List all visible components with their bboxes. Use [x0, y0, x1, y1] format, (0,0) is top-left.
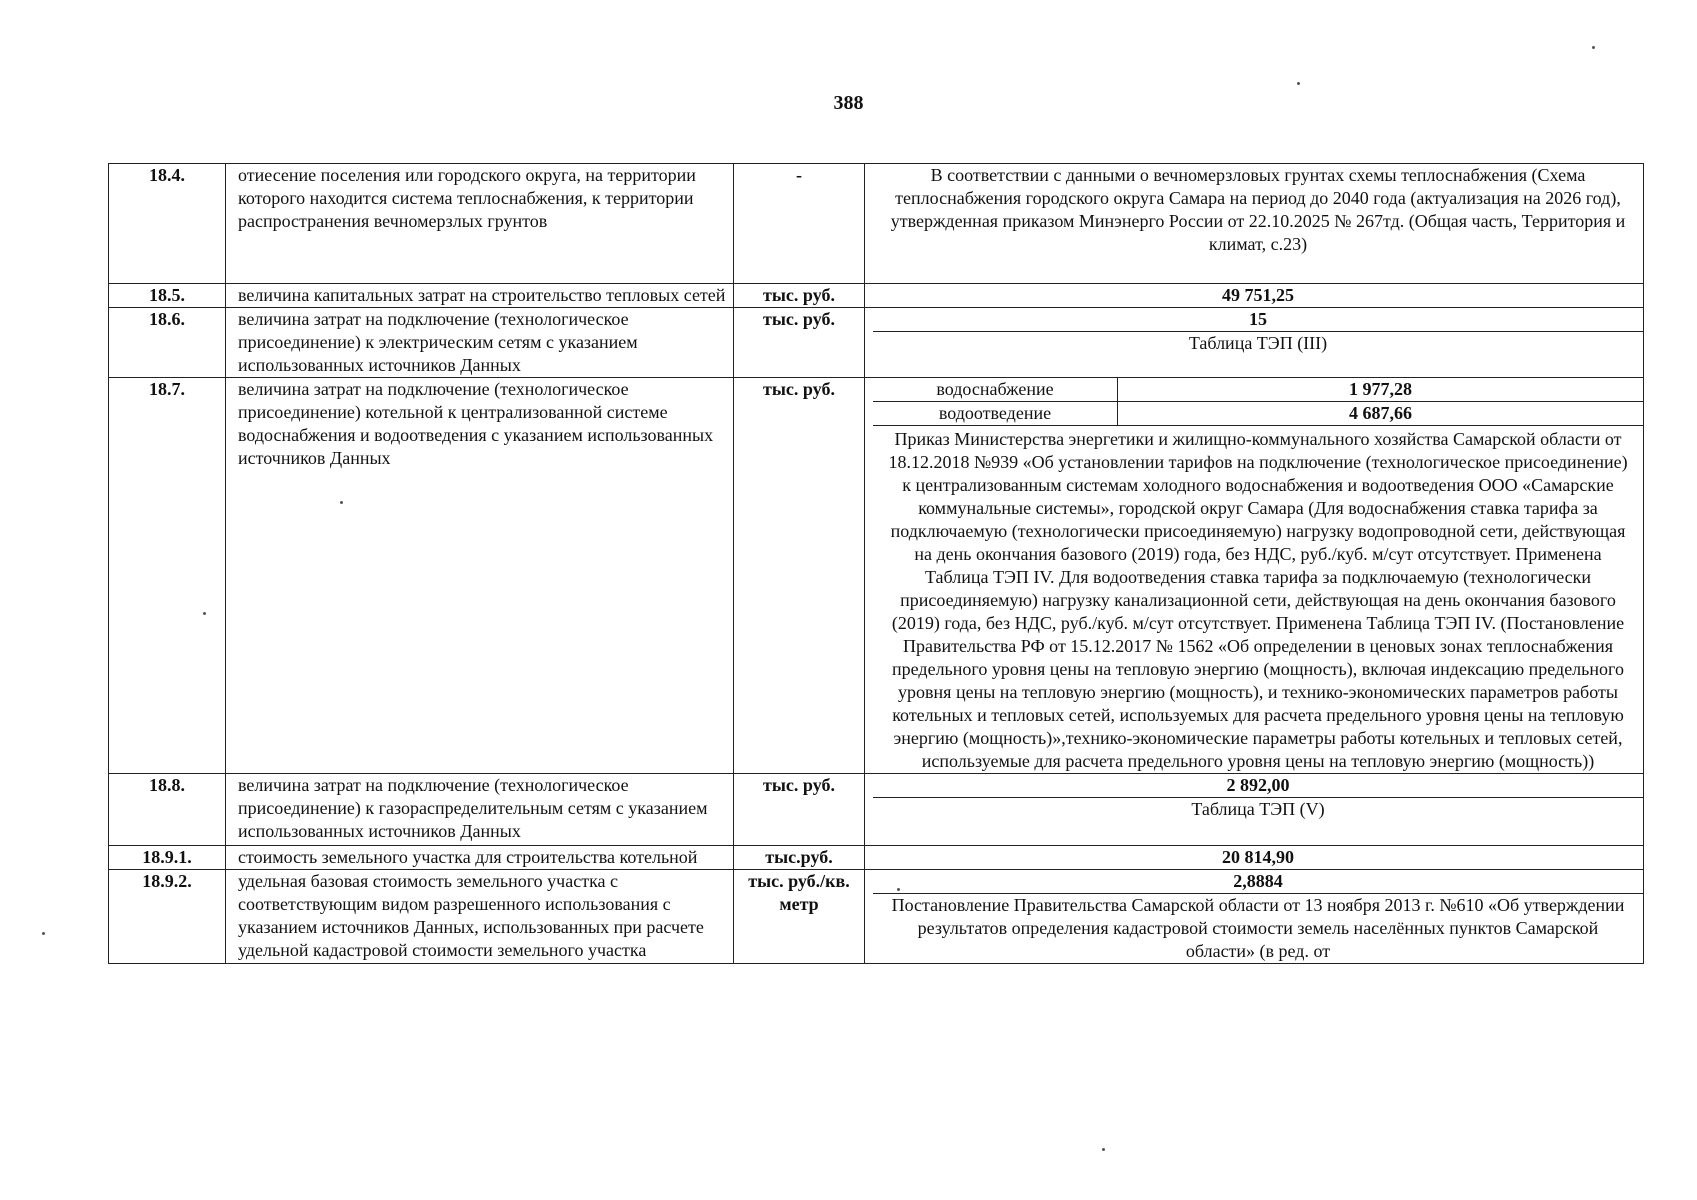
row-value: 2 892,00 [873, 774, 1643, 798]
row-value: 2,8884 [873, 870, 1643, 894]
sub-value: 1 977,28 [1118, 378, 1644, 402]
scan-speck [1102, 1148, 1105, 1151]
scan-speck [897, 888, 900, 891]
scan-speck [1592, 46, 1595, 49]
row-value-text: Приказ Министерства энергетики и жилищно-коммунального хозяйства Самарской области от 18.12.2018 №939 «Об установлении тарифов на подключение (технологическое присоединение) к централизованным системам холодного водоснабжения и водоотведения ООО «Самарские коммунальные системы», городской округ Самара (Для водоснабжения ставка тарифа за подключаемую (технологически присоединяемую) нагрузку водопроводной сети, действующая на день окончания базового (2019) года, без НДС, руб./куб. м/сут отсутствует. Применена Таблица ТЭП IV. Для водоотведения ставка тарифа за подключаемую (технологически присоединяемую) нагрузку канализационной сети, действующая на день окончания базового (2019) года, без НДС, руб./куб. м/сут отсутствует. Применена Таблица ТЭП IV. (Постановление Правительства РФ от 15.12.2017 № 1562 «Об определении в ценовых зонах теплоснабжения предельного уровня цены на тепловую энергию (мощность), включая индексацию предельного уровня цены на тепловую энергию (мощность), и технико-экономических параметров работы котельных и тепловых сетей, используемых для расчета предельного уровня цены на тепловую энергию (мощность)»,технико-экономические параметры работы котельных и тепловых сетей, используемые для расчета предельного уровня цены на тепловую энергию (мощность)) [888, 429, 1628, 771]
sub-label: водоотведение [873, 402, 1118, 426]
row-name: стоимость земельного участка для строительства котельной [226, 846, 734, 870]
row-number: 18.8. [109, 774, 226, 846]
row-value: 20 814,90 [1222, 847, 1294, 867]
row-value-cell [865, 284, 1644, 308]
row-value-text: В соответствии с данными о вечномерзловых грунтах схемы теплоснабжения (Схема теплоснабжения городского округа Самара на период до 2040 года (актуализация на 2026 год), утвержденная приказом Минэнерго России от 22.10.2025 № 267тд. (Общая часть, Территория и климат, с.23) [890, 165, 1626, 254]
sub-value: 4 687,66 [1118, 402, 1644, 426]
row-number: 18.9.2. [109, 870, 226, 964]
row-value-text: Постановление Правительства Самарской области от 13 ноября 2013 г. №610 «Об утверждении результатов определения кадастровой стоимости земель населённых пунктов Самарской области» (в ред. от [891, 895, 1625, 961]
row-value-cell [865, 164, 1644, 284]
row-unit: тыс. руб. [734, 774, 865, 846]
row-unit: - [734, 164, 865, 284]
row-source: Таблица ТЭП (III) [1188, 333, 1328, 353]
row-name: величина капитальных затрат на строительство тепловых сетей [226, 284, 734, 308]
row-source: Таблица ТЭП (V) [1191, 799, 1325, 819]
row-number: 18.4. [109, 164, 226, 284]
row-value: 49 751,25 [1222, 285, 1294, 305]
table-row [109, 378, 1644, 774]
sub-values-table [873, 378, 1643, 426]
scan-speck [42, 932, 45, 935]
row-value-cell [865, 378, 1644, 774]
parameters-table [108, 163, 1644, 964]
table-row [109, 846, 1644, 870]
row-value-cell [865, 774, 1644, 846]
sub-row [873, 378, 1643, 402]
scan-speck [1297, 82, 1300, 85]
table-row [109, 774, 1644, 846]
row-value-cell [865, 846, 1644, 870]
row-number: 18.9.1. [109, 846, 226, 870]
row-name: величина затрат на подключение (технологическое присоединение) к электрическим сетям с указанием использованных источников Данных [226, 308, 734, 378]
row-number: 18.5. [109, 284, 226, 308]
row-unit: тыс. руб. [734, 378, 865, 774]
row-number: 18.6. [109, 308, 226, 378]
row-name: удельная базовая стоимость земельного участка с соответствующим видом разрешенного использования с указанием источников Данных, использованных при расчете удельной кадастровой стоимости земельного участка [226, 870, 734, 964]
row-name: отиесение поселения или городского округа, на территории которого находится система теплоснабжения, к территории распространения вечномерзлых грунтов [226, 164, 734, 284]
row-unit: тыс. руб./кв. метр [734, 870, 865, 964]
row-value-cell [865, 870, 1644, 964]
row-unit: тыс. руб. [734, 308, 865, 378]
sub-row [873, 402, 1643, 426]
page-number: 388 [833, 92, 864, 114]
row-unit: тыс. руб. [734, 284, 865, 308]
table-row [109, 870, 1644, 964]
scan-speck [203, 612, 206, 615]
row-name: величина затрат на подключение (технологическое присоединение) котельной к централизованной системе водоснабжения и водоотведения с указанием использованных источников Данных [226, 378, 734, 774]
row-name: величина затрат на подключение (технологическое присоединение) к газораспределительным сетям с указанием использованных источников Данных [226, 774, 734, 846]
row-value-cell [865, 308, 1644, 378]
table-row [109, 308, 1644, 378]
table-row [109, 164, 1644, 284]
row-number: 18.7. [109, 378, 226, 774]
scan-speck [340, 501, 343, 504]
row-value: 15 [873, 308, 1643, 332]
sub-label: водоснабжение [873, 378, 1118, 402]
row-unit: тыс.руб. [734, 846, 865, 870]
table-row [109, 284, 1644, 308]
